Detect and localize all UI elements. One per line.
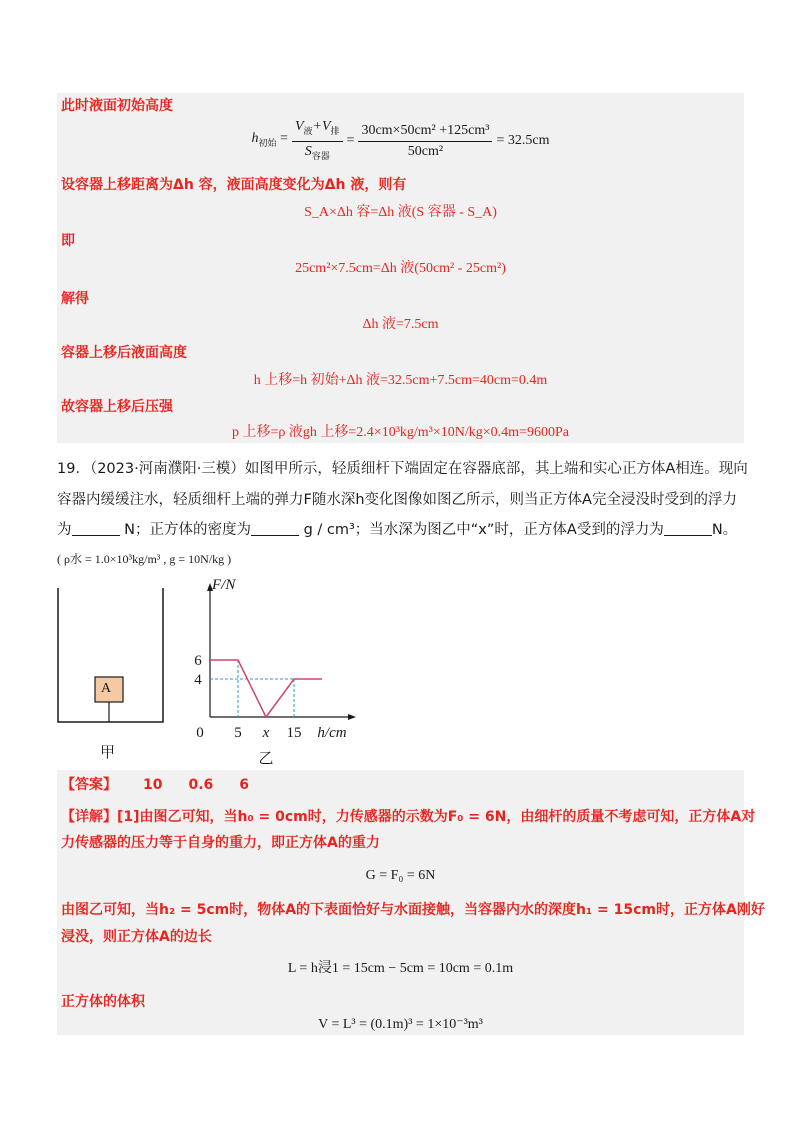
question-constants: ( ρ水 = 1.0×10³kg/m³ , g = 10N/kg )	[57, 552, 232, 566]
eq-sub: 排	[330, 125, 340, 136]
eq-symbol: +V	[312, 118, 331, 134]
eq-result: = 32.5cm	[496, 133, 550, 148]
q-text: g / cm³；当水深为图乙中“x”时，正方体A受到的浮力为	[303, 522, 664, 538]
x-tick-label: 5	[234, 725, 242, 741]
y-tick-label: 6	[194, 653, 202, 669]
eq-symbol: h	[251, 131, 259, 147]
x-tick-label: 0	[196, 725, 204, 741]
q-text: N；正方体的密度为	[124, 522, 251, 538]
fraction-numerator: 30cm×50cm² +125cm³	[358, 121, 492, 142]
detail-equation: V = L³ = (0.1m)³ = 1×10⁻³m³	[318, 1017, 483, 1032]
caption-jia: 甲	[100, 745, 116, 761]
answer-label: 【答案】	[61, 777, 117, 793]
fraction	[292, 117, 343, 166]
text-line: 设容器上移距离为Δh 容，液面高度变化为Δh 液，则有	[61, 177, 407, 193]
answer-panel	[57, 770, 765, 1035]
text-line: 故容器上移后压强	[61, 399, 173, 415]
fraction-denominator: 50cm²	[407, 143, 444, 159]
answer-line	[61, 775, 748, 795]
eq-sub: 液	[303, 125, 313, 136]
q-text: N。	[711, 522, 738, 538]
chart-yi	[190, 575, 370, 770]
equation-line: 25cm²×7.5cm=Δh 液(50cm² - 25cm²)	[295, 261, 506, 276]
detail-line: 浸没，则正方体A的边长	[61, 929, 212, 945]
question-line-2: 容器内缓缓注水，轻质细杆上端的弹力F随水深h变化图像如图乙所示，则当正方体A完全浸没时受到的浮力	[57, 492, 737, 508]
answer-value-2: 0.6	[188, 777, 214, 793]
text-line: 此时液面初始高度	[61, 98, 173, 114]
answer-blank-1[interactable]	[72, 521, 120, 536]
question-line-1: 19．（2023·河南濮阳·三模）如图甲所示，轻质细杆下端固定在容器底部，其上端和实心正方体A相连。现向	[57, 461, 748, 477]
equation-line: p 上移=ρ 液gh 上移=2.4×10³kg/m³×10N/kg×0.4m=9600Pa	[232, 425, 569, 440]
answer-blank-3[interactable]	[664, 521, 712, 536]
text-line: 容器上移后液面高度	[61, 345, 187, 361]
eq-symbol: V	[294, 118, 304, 134]
text-line: 即	[61, 233, 75, 249]
x-tick-label: 15	[286, 725, 302, 741]
cube-a-label: A	[101, 681, 112, 696]
detail-line: 由图乙可知，当h₂ = 5cm时，物体A的下表面恰好与水面接触，当容器内水的深度h₁ = 15cm时，正方体A刚好	[61, 902, 765, 918]
equation-line: h 上移=h 初始+Δh 液=32.5cm+7.5cm=40cm=0.4m	[253, 373, 548, 388]
question-line-3	[57, 520, 747, 540]
eq-symbol: S	[304, 143, 312, 159]
series-line	[210, 660, 322, 717]
caption-yi: 乙	[258, 749, 274, 767]
equation-line: S_A×Δh 容=Δh 液(S 容器 - S_A)	[304, 205, 497, 220]
detail-line: 力传感器的压力等于自身的重力，即正方体A的重力	[61, 835, 380, 851]
answer-value-3: 6	[239, 777, 250, 793]
equation-initial-height: $h_{初始}$ = $\frac{V_液+V_排}{S_{容器}}$ = $\frac{\text{30cm×50cm² +125cm³}}{\text{50cm²}}$ = 32.5cm	[57, 121, 744, 161]
solution-panel-top	[57, 93, 744, 443]
answer-value-1: 10	[143, 777, 163, 793]
detail-line: 【详解】[1]由图乙可知，当h₀ = 0cm时，力传感器的示数为F₀ = 6N，由细杆的质量不考虑可知，正方体A对	[61, 809, 756, 825]
answer-blank-2[interactable]	[251, 521, 299, 536]
text-line: 解得	[61, 291, 89, 307]
y-axis-label: F/N	[212, 577, 236, 593]
y-tick-label: 4	[194, 672, 202, 688]
x-tick-label: x	[262, 725, 270, 741]
eq-sub: 初始	[258, 137, 277, 148]
detail-equation: L = h浸1 = 15cm − 5cm = 10cm = 0.1m	[287, 961, 514, 976]
fraction	[358, 121, 492, 162]
equation-line: Δh 液=7.5cm	[362, 317, 439, 332]
eq-sub: 容器	[311, 150, 330, 161]
figure-jia	[55, 588, 170, 728]
detail-equation: G = F₀ = 6N	[365, 868, 436, 883]
x-axis-label: h/cm	[317, 725, 347, 741]
detail-line: 正方体的体积	[61, 994, 145, 1010]
x-axis-arrow	[348, 714, 356, 720]
q-text: 为	[57, 522, 72, 538]
